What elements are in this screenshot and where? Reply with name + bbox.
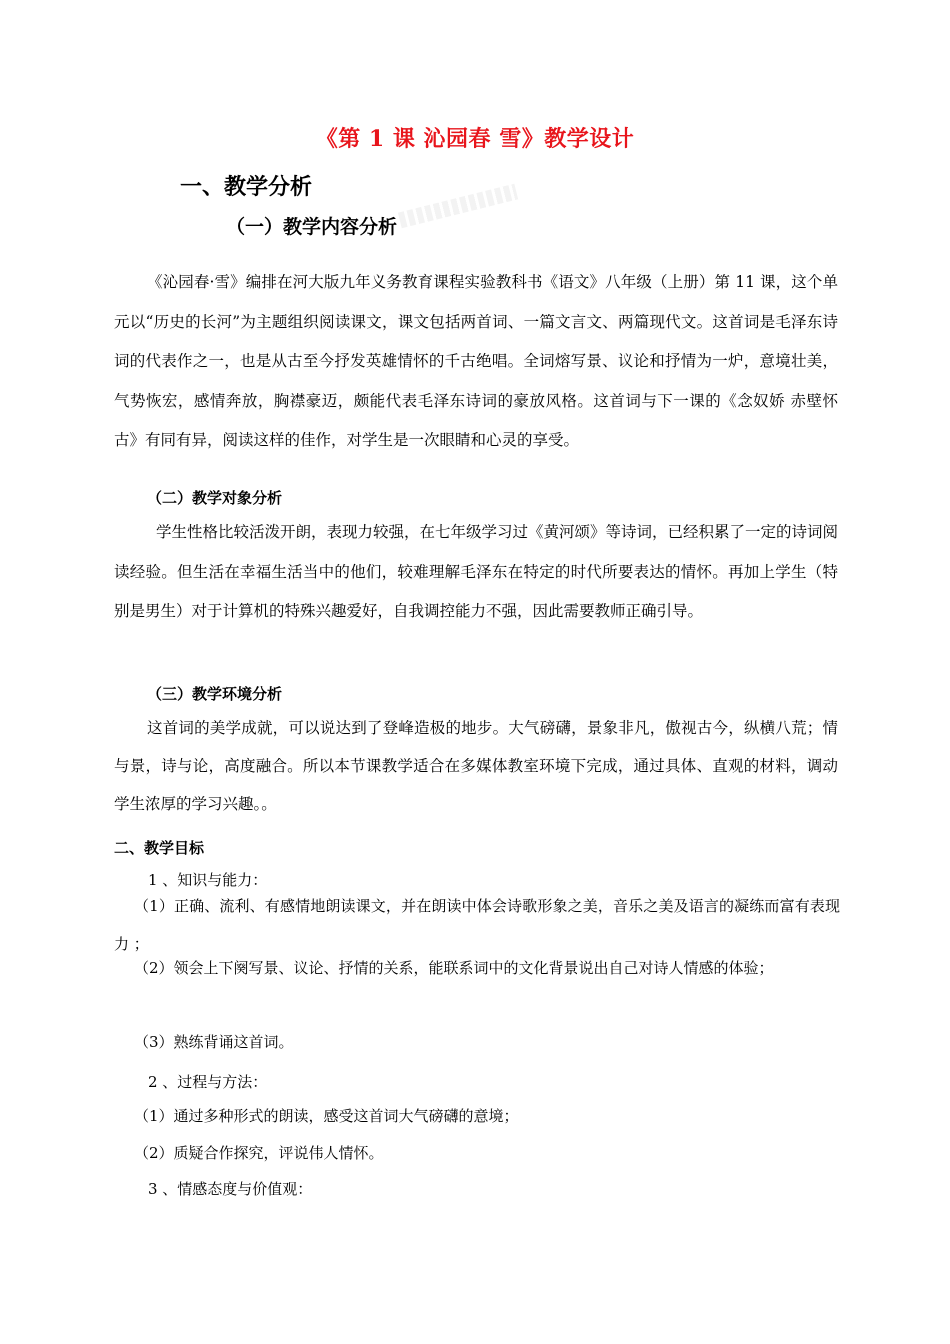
- goal-emotion-heading: 3 、情感态度与价值观：: [148, 1180, 313, 1198]
- goal-knowledge-heading: 1 、知识与能力：: [148, 871, 268, 889]
- section-heading-goals: 二、教学目标: [114, 839, 205, 857]
- section-heading-analysis: 一、教学分析: [180, 175, 313, 200]
- goal-knowledge-item-1: （1）正确、流利、有感情地朗读课文，并在朗读中体会诗歌形象之美，音乐之美及语言的凝练而富有表现力 ；: [114, 897, 840, 953]
- goal-knowledge-item-3: （3）熟练背诵这首词。: [134, 1033, 294, 1051]
- subsection-heading-content: （一）教学内容分析: [226, 216, 398, 238]
- paragraph-environment-analysis: 这首词的美学成就，可以说达到了登峰造极的地步。大气磅礴，景象非凡，傲视古今，纵横八荒；情与景，诗与论，高度融合。所以本节课教学适合在多媒体教室环境下完成，通过具体、直观的材料，调动学生浓厚的学习兴趣。。: [114, 719, 838, 813]
- subsection-heading-environment: （三）教学环境分析: [147, 685, 283, 703]
- paragraph-content-analysis: 《沁园春·雪》编排在河大版九年义务教育课程实验教科书《语文》八年级（上册）第 11 课，这个单元以“历史的长河”为主题组织阅读课文，课文包括两首词、一篇文言文、两篇现代文。这首词是毛泽东诗词的代表作之一，也是从古至今抒发英雄情怀的千古绝唱。全词熔写景、议论和抒情为一炉，意境壮美，气势恢宏，感情奔放，胸襟豪迈，颇能代表毛泽东诗词的豪放风格。这首词与下一课的《念奴娇 赤壁怀古》有同有异，阅读这样的佳作，对学生是一次眼睛和心灵的享受。: [114, 273, 838, 449]
- paragraph-student-analysis: 学生性格比较活泼开朗，表现力较强，在七年级学习过《黄河颂》等诗词，已经积累了一定的诗词阅读经验。但生活在幸福生活当中的他们，较难理解毛泽东在特定的时代所要表达的情怀。再加上学生（特别是男生）对于计算机的特殊兴趣爱好，自我调控能力不强，因此需要教师正确引导。: [114, 523, 839, 620]
- watermark: [398, 184, 518, 229]
- goal-process-heading: 2 、过程与方法：: [148, 1073, 268, 1091]
- goal-process-item-2: （2）质疑合作探究，评说伟人情怀。: [134, 1144, 384, 1162]
- subsection-heading-students: （二）教学对象分析: [147, 489, 283, 507]
- document-title: 《第 1 课 沁园春 雪》教学设计: [315, 126, 635, 152]
- goal-knowledge-item-2: （2）领会上下阕写景、议论、抒情的关系，能联系词中的文化背景说出自己对诗人情感的体验；: [134, 959, 774, 977]
- goal-process-item-1: （1）通过多种形式的朗读，感受这首词大气磅礴的意境；: [134, 1107, 519, 1125]
